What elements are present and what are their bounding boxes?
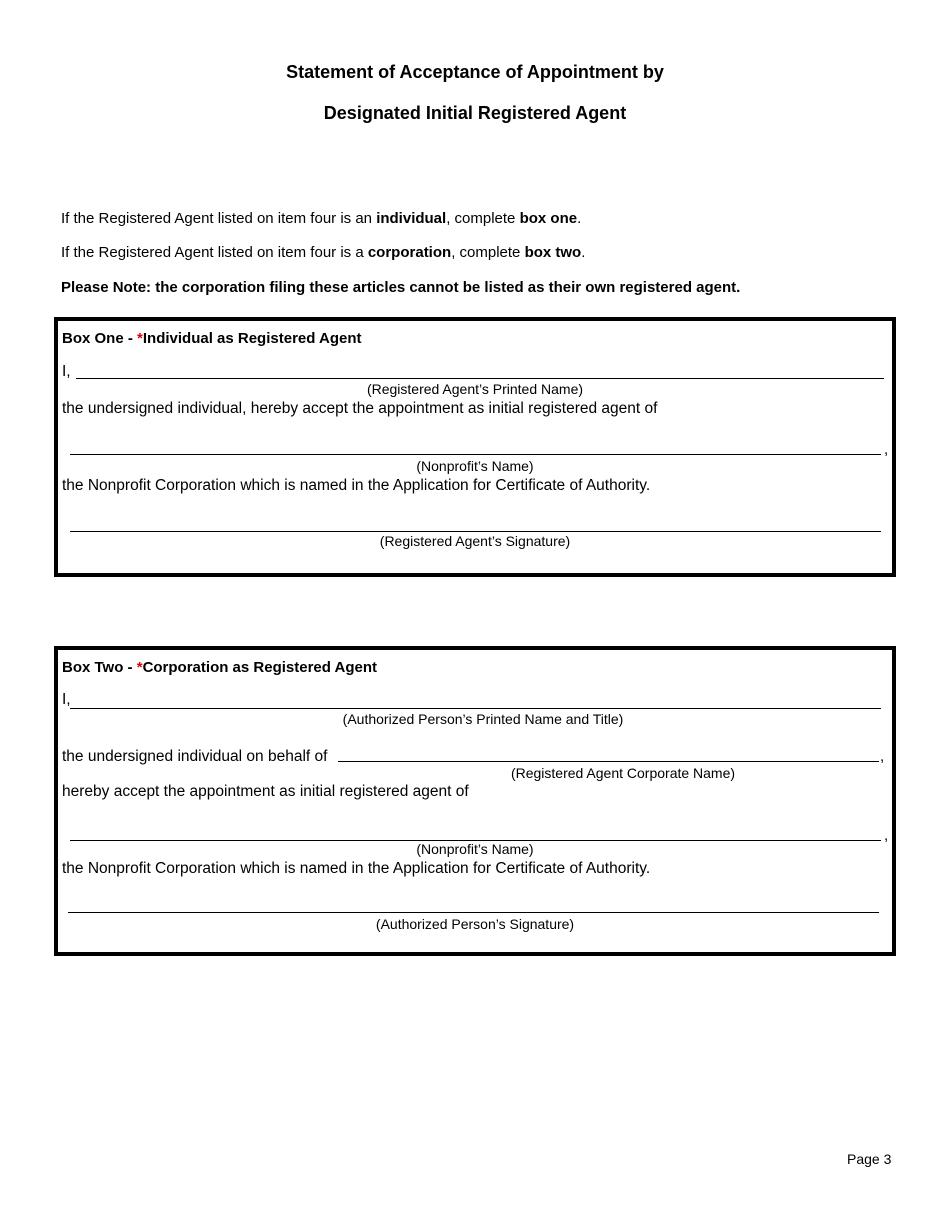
nonprofit-named-text: the Nonprofit Corporation which is named in the Application for Certificate of Authority.: [62, 477, 651, 494]
registered-agent-printed-name-field[interactable]: [76, 378, 884, 379]
on-behalf-text: the undersigned individual on behalf of: [62, 748, 328, 765]
registered-agent-printed-name-caption: (Registered Agent’s Printed Name): [366, 381, 584, 397]
nonprofit-name-caption: (Nonprofit’s Name): [416, 841, 534, 857]
document-title-line2: Designated Initial Registered Agent: [323, 103, 627, 123]
box-two: [54, 646, 896, 956]
instruction-individual: If the Registered Agent listed on item four is an individual, complete box one.: [61, 210, 582, 227]
authorized-person-signature-caption: (Authorized Person’s Signature): [375, 916, 575, 932]
comma: ,: [884, 827, 889, 844]
authorized-person-signature-field[interactable]: [68, 912, 879, 913]
authorized-person-printed-name-field[interactable]: [70, 708, 881, 709]
accept-appointment-text: hereby accept the appointment as initial registered agent of: [62, 783, 469, 800]
registered-agent-corporate-name-field[interactable]: [338, 761, 879, 762]
accept-appointment-text: the undersigned individual, hereby accept the appointment as initial registered agent of: [62, 400, 658, 417]
document-title-line1: Statement of Acceptance of Appointment by: [286, 62, 664, 82]
i-label: I,: [62, 363, 71, 380]
registered-agent-signature-caption: (Registered Agent’s Signature): [379, 533, 571, 549]
instruction-corporation: If the Registered Agent listed on item four is a corporation, complete box two.: [61, 244, 586, 261]
comma: ,: [884, 441, 889, 458]
box-two-title: Box Two - *Corporation as Registered Agent: [62, 659, 378, 676]
required-asterisk: *: [136, 659, 143, 676]
comma: ,: [880, 748, 885, 765]
registered-agent-signature-field[interactable]: [70, 531, 881, 532]
registered-agent-corporate-name-caption: (Registered Agent Corporate Name): [510, 765, 736, 781]
nonprofit-name-field[interactable]: [70, 454, 881, 455]
required-asterisk: *: [137, 330, 143, 347]
authorized-person-printed-name-caption: (Authorized Person’s Printed Name and Title): [342, 711, 624, 727]
nonprofit-named-text: the Nonprofit Corporation which is named in the Application for Certificate of Authority.: [62, 860, 651, 877]
box-one-title: Box One - *Individual as Registered Agent: [62, 330, 362, 347]
page-number: Page 3: [847, 1151, 892, 1167]
box-one: [54, 317, 896, 577]
please-note: Please Note: the corporation filing these articles cannot be listed as their own registered agent.: [61, 279, 741, 296]
nonprofit-name-caption: (Nonprofit’s Name): [416, 458, 534, 474]
i-label: I,: [62, 691, 71, 708]
